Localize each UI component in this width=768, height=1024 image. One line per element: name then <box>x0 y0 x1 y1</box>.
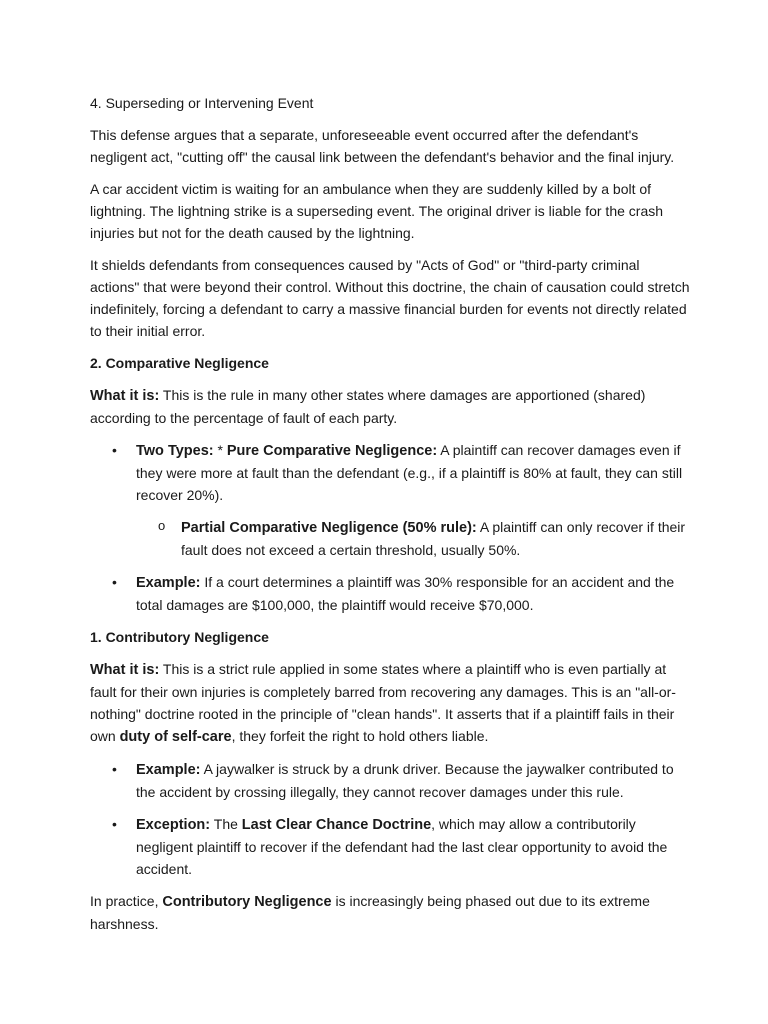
sub-bullet-marker: o <box>158 518 166 533</box>
comparative-list <box>90 439 690 616</box>
list-item-partial-comparative <box>90 516 690 561</box>
paragraph-acts-of-god: It shields defendants from consequences caused by "Acts of God" or "third-party criminal actions" that were beyond their control. Without this doctrine, the chain of causation could stretch indefinitely, forcing a defendant to carry a massive financial burden for events not directly related to their initial error. <box>90 257 690 339</box>
paragraph-contributory-what-it-is <box>90 658 690 748</box>
bullet-marker: • <box>112 816 117 832</box>
partial-comparative-text: A plaintiff can only recover if their fault does not exceed a certain threshold, usually 50%. <box>181 519 686 558</box>
label-what-it-is: What it is: <box>90 388 160 404</box>
pure-comparative-text: A plaintiff can recover damages even if they were more at fault than the defendant (e.g., if a plaintiff is 80% at fault, they can still recover 20%). <box>136 442 683 503</box>
comparative-example-text: If a court determines a plaintiff was 30% responsible for an accident and the total damages are $100,000, the plaintiff would receive $70,000. <box>136 574 675 613</box>
contributory-example-text: A jaywalker is struck by a drunk driver. Because the jaywalker contributed to the accident by crossing illegally, they cannot recover damages under this rule. <box>136 761 674 800</box>
list-item-comparative-example <box>90 571 690 616</box>
paragraph-defense-definition: This defense argues that a separate, unforeseeable event occurred after the defendant's negligent act, "cutting off" the causal link between the defendant's behavior and the final injury. <box>90 127 675 165</box>
section-title-superseding-event: 4. Superseding or Intervening Event <box>90 95 314 111</box>
closing-prefix: In practice, <box>90 893 163 909</box>
label-partial-comparative: Partial Comparative Negligence (50% rule): <box>181 520 477 536</box>
bullet-marker: • <box>112 761 117 777</box>
section-title-contributory-negligence: 1. Contributory Negligence <box>90 629 269 645</box>
label-example: Example: <box>136 575 201 591</box>
exception-text: , which may allow a contributorily negligent plaintiff to recover if the defendant had the last clear opportunity to avoid the accident. <box>136 816 668 877</box>
contributory-list <box>90 758 690 880</box>
bullet-marker: • <box>112 442 117 458</box>
paragraph-comparative-what-it-is <box>90 384 690 429</box>
section-title-comparative-negligence: 2. Comparative Negligence <box>90 355 269 371</box>
paragraph-lightning-example: A car accident victim is waiting for an ambulance when they are suddenly killed by a bolt of lightning. The lightning strike is a superseding event. The original driver is liable for the crash injuries but not for the death caused by the lightning. <box>90 181 664 241</box>
list-item-exception <box>90 813 690 880</box>
contributory-definition-text: This is a strict rule applied in some states where a plaintiff who is even partially at fault for their own injuries is completely barred from recovering any damages. This is an "all-or-nothing" doctrine rooted in the principle of "clean hands". It asserts that if a plaintiff fails in their own <box>90 661 676 744</box>
term-last-clear-chance: Last Clear Chance Doctrine <box>241 817 432 833</box>
label-example: Example: <box>136 762 201 778</box>
list-item-two-types <box>90 439 690 506</box>
label-pure-comparative: Pure Comparative Negligence: <box>226 443 438 459</box>
bullet-marker: • <box>112 574 117 590</box>
exception-prefix: The <box>210 816 242 832</box>
label-exception: Exception: <box>136 817 211 833</box>
document-page <box>90 92 690 945</box>
comparative-definition-text: This is the rule in many other states where damages are apportioned (shared) according to the percentage of fault of each party. <box>90 387 646 426</box>
term-contributory-negligence: Contributory Negligence <box>162 894 332 910</box>
label-two-types: Two Types: <box>136 443 214 459</box>
list-item-contributory-example <box>90 758 690 803</box>
term-duty-of-self-care: duty of self-care <box>119 729 232 745</box>
closing-text: is increasingly being phased out due to its extreme harshness. <box>90 893 650 932</box>
star-separator: * <box>213 442 227 458</box>
contributory-definition-end: , they forfeit the right to hold others liable. <box>231 728 489 744</box>
label-what-it-is: What it is: <box>90 662 160 678</box>
paragraph-closing <box>90 890 690 935</box>
